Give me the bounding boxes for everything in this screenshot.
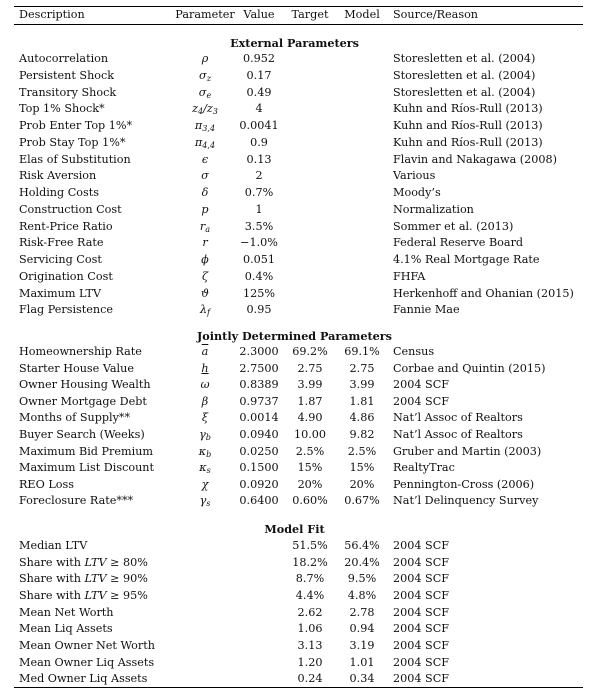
parameter-symbol: ϑ xyxy=(201,286,209,300)
description-text: Maximum Bid Premium xyxy=(19,444,154,458)
table-row xyxy=(0,361,589,377)
parameter-symbol: κ xyxy=(199,461,207,475)
row-parameter xyxy=(170,477,240,493)
parameter-symbol: p xyxy=(201,202,209,216)
table-row xyxy=(0,202,589,218)
row-source: Moody’s xyxy=(393,186,441,199)
description-text: Rent-Price Ratio xyxy=(19,219,113,233)
row-parameter xyxy=(170,302,240,318)
description-math: LTV xyxy=(84,555,107,569)
description-text: Homeownership Rate xyxy=(19,345,142,358)
row-target: 2.75 xyxy=(297,361,323,375)
table-row xyxy=(0,444,589,460)
row-description xyxy=(19,444,153,460)
description-text: Risk-Free Rate xyxy=(19,236,104,250)
row-target: 2.62 xyxy=(297,605,323,619)
row-source: Normalization xyxy=(393,202,474,216)
parameter-symbol: ϕ xyxy=(201,253,209,266)
row-source: Corbae and Quintin (2015) xyxy=(393,361,546,375)
row-source: RealtyTrac xyxy=(393,461,455,475)
parameter-subscript: s xyxy=(206,466,211,476)
row-target: 0.60% xyxy=(292,494,328,508)
row-model: 0.67% xyxy=(344,494,380,508)
row-description xyxy=(19,118,132,134)
row-source: Federal Reserve Board xyxy=(393,236,524,250)
row-target: 0.24 xyxy=(297,672,323,686)
parameter-symbol: ϵ xyxy=(201,152,209,166)
parameter-subscript: 3,4 xyxy=(202,124,216,134)
table-row xyxy=(0,605,589,621)
row-target: 3.99 xyxy=(297,378,323,392)
row-target: 51.5% xyxy=(292,539,328,552)
row-target: 8.7% xyxy=(295,572,325,586)
row-description xyxy=(19,219,113,235)
row-source: 2004 SCF xyxy=(393,672,450,686)
parameter-symbol: ζ xyxy=(201,269,209,283)
row-description xyxy=(19,605,114,621)
parameter-subscript-2: 3 xyxy=(212,107,218,117)
row-description xyxy=(19,101,105,117)
table-row xyxy=(0,101,589,117)
parameter-symbol: δ xyxy=(201,186,209,199)
row-source: Storesletten et al. (2004) xyxy=(393,68,536,82)
section-title: Jointly Determined Parameters xyxy=(197,329,392,343)
row-source: 2004 SCF xyxy=(393,605,450,619)
description-tail: ≥ 95% xyxy=(106,588,148,602)
row-target: 1.06 xyxy=(297,622,323,636)
row-model: 1.81 xyxy=(349,394,375,408)
row-description xyxy=(19,235,103,251)
parameter-symbol: σ xyxy=(198,85,207,99)
row-target: 4.4% xyxy=(295,588,325,602)
parameter-subscript: a xyxy=(205,224,211,234)
row-target: 1.87 xyxy=(297,394,323,408)
row-parameter xyxy=(170,427,240,443)
row-parameter xyxy=(170,118,240,134)
row-source: Kuhn and Ríos-Rull (2013) xyxy=(393,119,543,132)
parameter-symbol: π xyxy=(194,119,203,132)
row-value: 125% xyxy=(243,286,275,300)
header-value: Value xyxy=(243,8,275,21)
row-parameter xyxy=(170,460,240,476)
description-text: Maximum LTV xyxy=(19,286,102,300)
parameter-symbol: ρ xyxy=(201,52,209,65)
description-tail: ≥ 80% xyxy=(106,555,148,569)
description-text: Mean Liq Assets xyxy=(19,622,113,636)
row-source: Storesletten et al. (2004) xyxy=(393,85,536,99)
row-target: 15% xyxy=(297,461,323,475)
row-description xyxy=(19,588,148,604)
description-text: Months of Supply** xyxy=(19,411,131,425)
header-row xyxy=(0,7,589,23)
row-model: 56.4% xyxy=(344,539,380,552)
row-source: Kuhn and Ríos-Rull (2013) xyxy=(393,102,543,116)
description-text: Owner Mortgage Debt xyxy=(19,394,147,408)
row-model: 3.19 xyxy=(349,638,375,652)
row-model: 3.99 xyxy=(349,378,375,392)
description-text: Share with xyxy=(19,555,81,569)
row-value: 0.1500 xyxy=(239,461,279,475)
parameter-symbol: $\overline{a}$ xyxy=(201,345,209,358)
row-description xyxy=(19,135,125,151)
row-source: Gruber and Martin (2003) xyxy=(393,444,542,458)
parameter-symbol: r xyxy=(202,236,208,250)
row-value: 0.8389 xyxy=(239,378,279,392)
parameter-symbol: χ xyxy=(201,477,209,491)
description-text: REO Loss xyxy=(19,477,74,491)
row-value: 0.051 xyxy=(242,253,276,266)
row-value: 2.7500 xyxy=(239,361,279,375)
description-text: Maximum List Discount xyxy=(19,461,154,475)
description-text: Top 1% Shock* xyxy=(19,102,105,116)
table-row xyxy=(0,152,589,168)
header-rule xyxy=(14,24,583,25)
table-row xyxy=(0,235,589,251)
description-text: Starter House Value xyxy=(19,361,134,375)
row-description xyxy=(19,394,147,410)
row-value: 0.4% xyxy=(244,269,274,283)
parameter-subscript: s xyxy=(206,499,211,509)
row-description xyxy=(19,168,96,184)
table-row xyxy=(0,638,589,654)
parameter-symbol: r xyxy=(199,219,206,233)
row-parameter xyxy=(170,168,240,184)
table-row xyxy=(0,410,589,426)
row-value: 0.13 xyxy=(246,152,272,166)
table-row xyxy=(0,185,589,201)
parameter-symbol: h xyxy=(201,361,209,375)
table-row xyxy=(0,460,589,476)
bottom-rule xyxy=(14,687,583,688)
header-source: Source/Reason xyxy=(393,8,479,21)
row-value: 2.3000 xyxy=(239,345,279,358)
description-text: Prob Enter Top 1%* xyxy=(19,119,133,132)
row-parameter xyxy=(170,85,240,101)
table-row xyxy=(0,344,589,360)
row-model: 9.82 xyxy=(349,428,375,441)
section-title: External Parameters xyxy=(230,36,359,50)
row-value: 0.17 xyxy=(246,68,272,82)
table-row xyxy=(0,51,589,67)
description-text: Holding Costs xyxy=(19,186,100,199)
description-text: Share with xyxy=(19,572,81,586)
row-target: 2.5% xyxy=(295,444,325,458)
parameter-symbol: λ xyxy=(199,303,208,317)
row-parameter xyxy=(170,51,240,67)
row-value: 0.0014 xyxy=(239,411,279,425)
row-description xyxy=(19,252,102,268)
description-text: Mean Owner Liq Assets xyxy=(19,655,155,669)
table-row xyxy=(0,394,589,410)
row-description xyxy=(19,460,154,476)
table-row xyxy=(0,655,589,671)
row-value: 3.5% xyxy=(244,219,274,233)
row-description xyxy=(19,621,113,637)
row-parameter xyxy=(170,152,240,168)
row-parameter xyxy=(170,202,240,218)
parameter-symbol: γ xyxy=(199,428,206,441)
parameter-subscript: z xyxy=(206,73,211,83)
parameter-symbol: γ xyxy=(199,494,207,508)
description-math: LTV xyxy=(84,588,107,602)
parameter-subscript: 4,4 xyxy=(202,140,216,150)
section-title: Model Fit xyxy=(264,522,325,536)
row-source: FHFA xyxy=(393,269,426,283)
header-parameter: Parameter xyxy=(175,8,235,21)
description-tail: ≥ 90% xyxy=(106,572,148,586)
row-parameter xyxy=(170,101,240,117)
parameter-symbol: σ xyxy=(199,68,207,82)
parameter-subscript: e xyxy=(206,90,212,100)
description-text: Origination Cost xyxy=(19,269,113,283)
row-parameter xyxy=(170,344,240,360)
row-value: 0.7% xyxy=(244,186,274,199)
description-text: Mean Owner Net Worth xyxy=(19,638,155,652)
row-model: 4.86 xyxy=(349,411,375,425)
row-source: 2004 SCF xyxy=(393,539,450,552)
row-description xyxy=(19,555,148,571)
row-value: 0.95 xyxy=(246,303,272,317)
row-model: 0.34 xyxy=(349,672,375,686)
parameter-symbol: π xyxy=(194,135,203,149)
row-model: 2.78 xyxy=(349,605,375,619)
row-source: 2004 SCF xyxy=(393,655,450,669)
parameter-symbol: ω xyxy=(200,378,210,392)
row-source: 2004 SCF xyxy=(393,394,450,408)
row-description xyxy=(19,655,154,671)
header-model: Model xyxy=(344,8,380,21)
parameter-subscript: f xyxy=(207,308,211,318)
description-text: Servicing Cost xyxy=(19,253,102,266)
table-row xyxy=(0,269,589,285)
description-text: Elas of Substitution xyxy=(19,152,131,166)
row-description xyxy=(19,302,113,318)
row-model: 2.5% xyxy=(347,444,377,458)
row-model: 20% xyxy=(349,477,375,491)
row-description xyxy=(19,185,99,201)
table-row xyxy=(0,286,589,302)
row-value: 0.9 xyxy=(250,135,268,149)
row-source: 2004 SCF xyxy=(393,622,450,636)
row-description xyxy=(19,152,131,168)
table-row xyxy=(0,168,589,184)
table-row xyxy=(0,621,589,637)
row-target: 10.00 xyxy=(293,428,327,441)
row-model: 69.1% xyxy=(344,345,380,358)
row-value: 0.0920 xyxy=(239,477,279,491)
table-row xyxy=(0,68,589,84)
row-value: 0.49 xyxy=(246,85,272,99)
table-row xyxy=(0,477,589,493)
row-parameter xyxy=(170,377,240,393)
row-model: 0.94 xyxy=(349,622,375,636)
row-value: 0.9737 xyxy=(239,394,279,408)
row-description xyxy=(19,571,148,587)
row-source: Nat’l Assoc of Realtors xyxy=(393,411,523,425)
row-description xyxy=(19,344,142,360)
table-row xyxy=(0,219,589,235)
parameter-symbol-2: /z xyxy=(203,102,213,116)
row-source: Pennington-Cross (2006) xyxy=(393,477,535,491)
row-value: −1.0% xyxy=(240,236,278,250)
description-text: Buyer Search (Weeks) xyxy=(19,428,145,441)
row-model: 15% xyxy=(349,461,375,475)
row-parameter xyxy=(170,135,240,151)
row-parameter xyxy=(170,252,240,268)
row-parameter xyxy=(170,286,240,302)
row-parameter xyxy=(170,235,240,251)
table-row xyxy=(0,252,589,268)
table-row xyxy=(0,85,589,101)
row-value: 4 xyxy=(255,102,263,116)
description-text: Mean Net Worth xyxy=(19,605,114,619)
parameter-subscript: 4 xyxy=(197,107,204,117)
row-source: Herkenhoff and Ohanian (2015) xyxy=(393,286,574,300)
row-source: Census xyxy=(393,345,435,358)
row-target: 4.90 xyxy=(297,411,323,425)
parameter-symbol: β xyxy=(201,394,209,408)
row-parameter xyxy=(170,444,240,460)
description-math: LTV xyxy=(84,572,107,586)
row-source: 2004 SCF xyxy=(393,555,450,569)
row-source: 4.1% Real Mortgage Rate xyxy=(393,253,540,266)
table-row xyxy=(0,555,589,571)
row-model: 4.8% xyxy=(347,588,377,602)
row-description xyxy=(19,361,134,377)
row-source: 2004 SCF xyxy=(393,572,450,586)
row-description xyxy=(19,410,130,426)
row-parameter xyxy=(170,394,240,410)
row-source: Sommer et al. (2013) xyxy=(393,219,514,233)
description-text: Flag Persistence xyxy=(19,303,113,317)
row-model: 20.4% xyxy=(344,555,380,569)
row-target: 69.2% xyxy=(292,345,328,358)
parameter-subscript: b xyxy=(206,449,212,459)
row-description xyxy=(19,202,122,218)
parameter-symbol: σ xyxy=(201,169,209,183)
row-value: 0.0940 xyxy=(239,428,279,441)
row-source: Storesletten et al. (2004) xyxy=(393,52,536,65)
table-row xyxy=(0,493,589,509)
row-source: 2004 SCF xyxy=(393,638,450,652)
row-target: 1.20 xyxy=(297,655,323,669)
row-model: 9.5% xyxy=(347,572,377,586)
parameter-symbol: ξ xyxy=(201,411,209,425)
row-target: 3.13 xyxy=(297,638,323,652)
row-value: 0.0041 xyxy=(239,119,279,132)
row-source: 2004 SCF xyxy=(393,378,450,392)
description-text: Transitory Shock xyxy=(19,85,117,99)
row-source: Kuhn and Ríos-Rull (2013) xyxy=(393,135,543,149)
row-description xyxy=(19,68,114,84)
description-text: Prob Stay Top 1%* xyxy=(19,135,126,149)
parameter-symbol: z xyxy=(192,102,198,116)
row-parameter xyxy=(170,361,240,377)
table-row xyxy=(0,377,589,393)
row-source: Nat’l Delinquency Survey xyxy=(393,494,539,508)
row-source: Various xyxy=(393,169,436,183)
table-row xyxy=(0,538,589,554)
table-row xyxy=(0,135,589,151)
description-text: Construction Cost xyxy=(19,202,122,216)
description-text: Autocorrelation xyxy=(19,52,109,65)
row-target: 18.2% xyxy=(292,555,328,569)
row-value: 0.6400 xyxy=(239,494,279,508)
row-value: 0.952 xyxy=(242,52,276,65)
header-target: Target xyxy=(291,8,329,21)
row-description xyxy=(19,269,113,285)
parameter-symbol: κ xyxy=(198,444,207,458)
row-parameter xyxy=(170,185,240,201)
row-model: 1.01 xyxy=(349,655,375,669)
row-source: Nat’l Assoc of Realtors xyxy=(393,428,523,441)
row-parameter xyxy=(170,219,240,235)
table-row xyxy=(0,302,589,318)
header-description: Description xyxy=(19,8,85,21)
row-source: Flavin and Nakagawa (2008) xyxy=(393,152,558,166)
row-description xyxy=(19,638,155,654)
row-parameter xyxy=(170,410,240,426)
row-description xyxy=(19,538,87,554)
parameter-subscript: b xyxy=(205,433,211,443)
row-target: 20% xyxy=(297,477,323,491)
table-row xyxy=(0,671,589,687)
table-row xyxy=(0,571,589,587)
row-description xyxy=(19,85,116,101)
row-description xyxy=(19,51,108,67)
row-description xyxy=(19,493,133,509)
row-source: Fannie Mae xyxy=(393,303,460,317)
row-description xyxy=(19,477,74,493)
table-row xyxy=(0,427,589,443)
description-text: Median LTV xyxy=(19,539,88,552)
description-text: Foreclosure Rate*** xyxy=(19,494,134,508)
row-description xyxy=(19,286,101,302)
description-text: Risk Aversion xyxy=(19,169,97,183)
row-value: 1 xyxy=(255,202,263,216)
description-text: Persistent Shock xyxy=(19,68,115,82)
row-description xyxy=(19,427,145,443)
row-parameter xyxy=(170,68,240,84)
row-description xyxy=(19,377,151,393)
table-row xyxy=(0,118,589,134)
row-source: 2004 SCF xyxy=(393,588,450,602)
row-parameter xyxy=(170,269,240,285)
description-text: Owner Housing Wealth xyxy=(19,378,151,392)
row-value: 0.0250 xyxy=(239,444,279,458)
row-description xyxy=(19,671,147,687)
row-parameter xyxy=(170,493,240,509)
table-row xyxy=(0,588,589,604)
row-model: 2.75 xyxy=(349,361,375,375)
description-text: Share with xyxy=(19,588,81,602)
description-text: Med Owner Liq Assets xyxy=(19,672,148,686)
row-value: 2 xyxy=(255,169,263,183)
